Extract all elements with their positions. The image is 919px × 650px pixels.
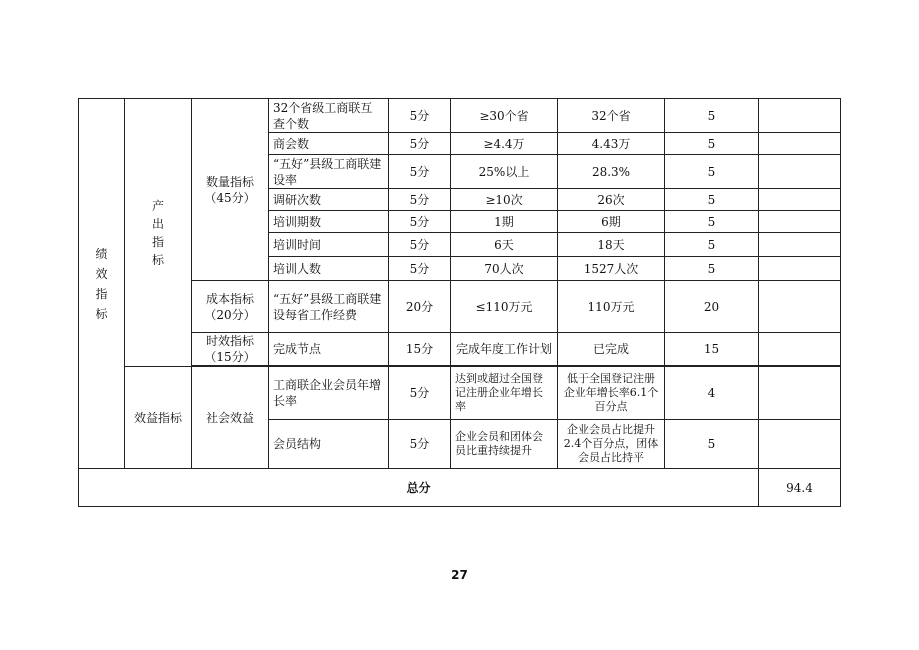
indicator-target: 6天: [451, 233, 558, 257]
indicator-name: 工商联企业会员年增长率: [269, 367, 389, 420]
indicator-score: 5: [665, 211, 759, 233]
indicator-remark: [759, 257, 841, 281]
total-value: 94.4: [759, 469, 841, 507]
indicator-remark: [759, 281, 841, 333]
indicator-actual: 4.43万: [558, 133, 665, 155]
indicator-weight: 5分: [389, 211, 451, 233]
benefit-cell: 效益指标: [125, 367, 192, 469]
indicator-target: 25%以上: [451, 155, 558, 189]
indicator-score: 5: [665, 420, 759, 469]
table-row: [79, 367, 841, 420]
indicator-actual: 26次: [558, 189, 665, 211]
indicator-target: ≥30个省: [451, 99, 558, 133]
indicator-remark: [759, 211, 841, 233]
indicator-weight: 5分: [389, 189, 451, 211]
table-row: [79, 333, 841, 366]
quantity-cell: 数量指标 （45分）: [192, 99, 269, 281]
indicator-weight: 5分: [389, 133, 451, 155]
indicator-actual: 32个省: [558, 99, 665, 133]
indicator-weight: 5分: [389, 367, 451, 420]
indicator-actual: 企业会员占比提升2.4个百分点，团体会员占比持平: [558, 420, 665, 469]
indicator-actual: 18天: [558, 233, 665, 257]
indicator-target: ≤110万元: [451, 281, 558, 333]
indicator-score: 15: [665, 333, 759, 366]
indicator-weight: 5分: [389, 99, 451, 133]
indicator-score: 5: [665, 233, 759, 257]
indicator-score: 20: [665, 281, 759, 333]
indicator-actual: 低于全国登记注册企业年增长率6.1个百分点: [558, 367, 665, 420]
indicator-name: 完成节点: [269, 333, 389, 366]
table-row: [79, 281, 841, 333]
indicator-remark: [759, 133, 841, 155]
indicator-remark: [759, 420, 841, 469]
output-cell: 产出指标: [125, 99, 192, 367]
indicator-target: 达到或超过全国登记注册企业年增长率: [451, 367, 558, 420]
indicator-weight: 5分: [389, 420, 451, 469]
indicator-weight: 20分: [389, 281, 451, 333]
indicator-weight: 5分: [389, 155, 451, 189]
indicator-remark: [759, 233, 841, 257]
indicator-actual: 1527人次: [558, 257, 665, 281]
indicator-name: “五好”县级工商联建设每省工作经费: [269, 281, 389, 333]
indicator-weight: 5分: [389, 233, 451, 257]
indicator-actual: 110万元: [558, 281, 665, 333]
total-row: [79, 469, 841, 507]
social-benefit-cell: 社会效益: [192, 367, 269, 469]
timeliness-cell: 时效指标 （15分）: [192, 333, 269, 366]
cost-cell: 成本指标 （20分）: [192, 281, 269, 333]
performance-table: [78, 98, 841, 507]
indicator-score: 5: [665, 155, 759, 189]
indicator-actual: 28.3%: [558, 155, 665, 189]
indicator-name: 商会数: [269, 133, 389, 155]
indicator-score: 5: [665, 257, 759, 281]
indicator-score: 5: [665, 99, 759, 133]
page-number: 27: [451, 568, 468, 582]
indicator-name: 培训时间: [269, 233, 389, 257]
indicator-remark: [759, 155, 841, 189]
indicator-remark: [759, 367, 841, 420]
indicator-remark: [759, 189, 841, 211]
indicator-score: 4: [665, 367, 759, 420]
table-row: [79, 99, 841, 133]
indicator-remark: [759, 333, 841, 366]
indicator-actual: 已完成: [558, 333, 665, 366]
indicator-target: ≥10次: [451, 189, 558, 211]
indicator-score: 5: [665, 133, 759, 155]
indicator-target: 企业会员和团体会员比重持续提升: [451, 420, 558, 469]
indicator-name: 会员结构: [269, 420, 389, 469]
indicator-name: 调研次数: [269, 189, 389, 211]
indicator-target: 1期: [451, 211, 558, 233]
indicator-name: 培训人数: [269, 257, 389, 281]
indicator-name: 32个省级工商联互查个数: [269, 99, 389, 133]
total-label: 总分: [79, 469, 759, 507]
indicator-weight: 15分: [389, 333, 451, 366]
indicator-name: 培训期数: [269, 211, 389, 233]
level1-cell: 绩效指标: [79, 99, 125, 469]
indicator-actual: 6期: [558, 211, 665, 233]
indicator-remark: [759, 99, 841, 133]
indicator-target: 完成年度工作计划: [451, 333, 558, 366]
indicator-score: 5: [665, 189, 759, 211]
indicator-target: ≥4.4万: [451, 133, 558, 155]
indicator-target: 70人次: [451, 257, 558, 281]
indicator-name: “五好”县级工商联建设率: [269, 155, 389, 189]
indicator-weight: 5分: [389, 257, 451, 281]
